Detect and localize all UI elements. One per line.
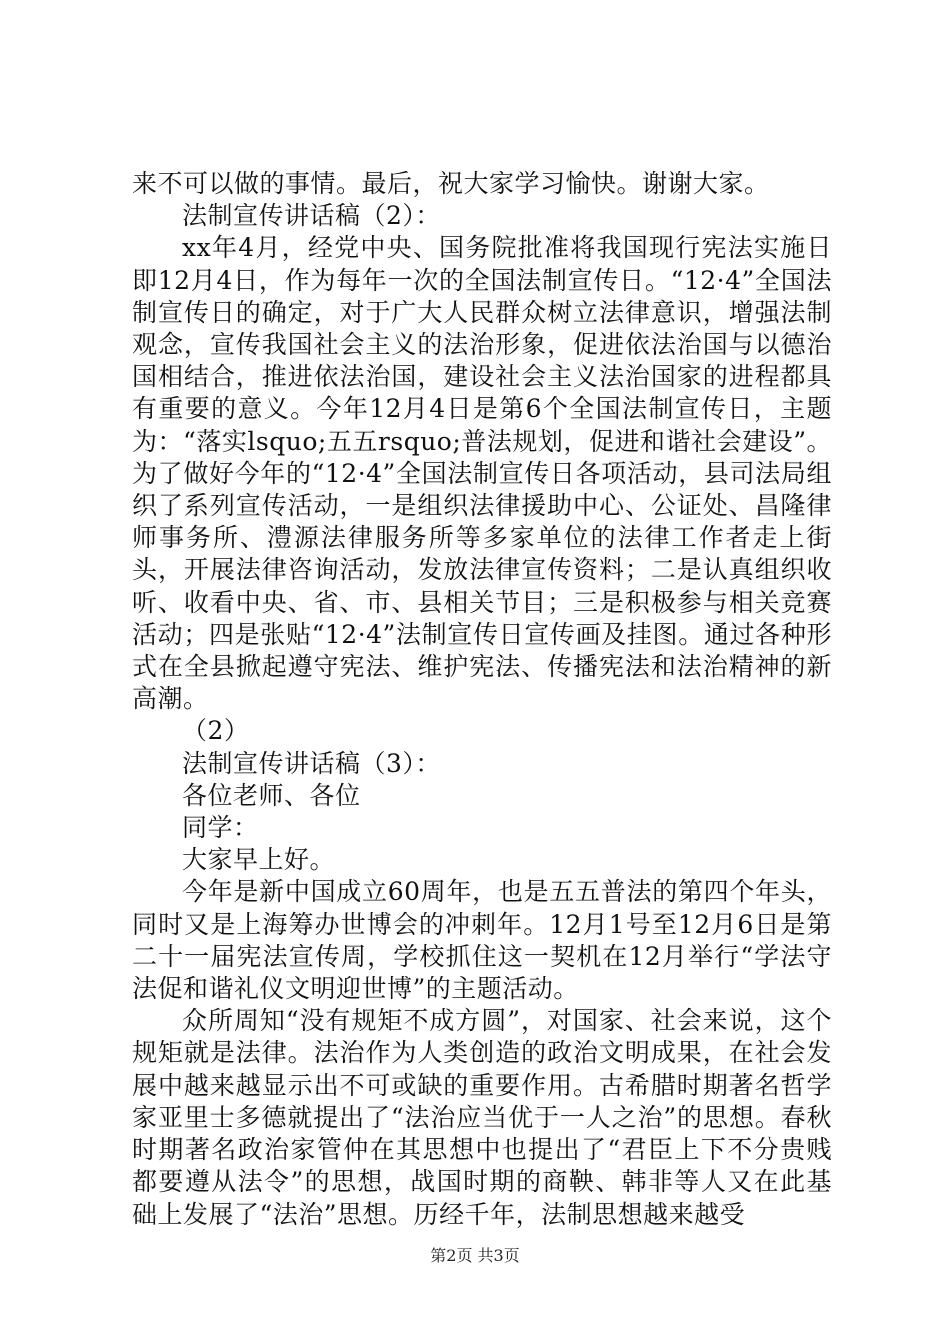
section-heading-3: 法制宣传讲话稿（3）： <box>182 748 441 778</box>
salutation-teachers: 各位老师、各位 <box>182 780 361 810</box>
page-footer: 第2页 共3页 <box>430 1246 520 1265</box>
paragraph-number-marker: （2） <box>182 716 250 746</box>
paragraph-continuation: 来不可以做的事情。最后，祝大家学习愉快。谢谢大家。 <box>132 169 770 198</box>
greeting: 大家早上好。 <box>182 845 336 875</box>
paragraph-legal-day: xx年4月，经党中央、国务院批准将我国现行宪法实施日即12月4日，作为每年一次的全国法制宣传日。“12·4”全国法制宣传日的确定，对于广大人民群众树立法律意识，增强法制观念，宣传我国社会主义的法治形象，促进依法治国与以德治国相结合，推进依法治国，建设社会主义法治国家的进程都具有重要的意义。今年12月4日是第6个全国法制宣传日，主题为：“落实lsquo;五五rsquo;普法规划，促进和谐社会建设”。为了做好今年的“12·4”全国法制宣传日各项活动，县司法局组织了系列宣传活动，一是组织法律援助中心、公证处、昌隆律师事务所、澧源法律服务所等多家单位的法律工作者走上街头，开展法律咨询活动，发放法律宣传资料；二是认真组织收听、收看中央、省、市、县相关节目；三是积极参与相关竞赛活动；四是张贴“12·4”法制宣传日宣传画及挂图。通过各种形式在全县掀起遵守宪法、维护宪法、传播宪法和法治精神的新高潮。 <box>132 233 832 714</box>
salutation-students: 同学： <box>182 813 259 843</box>
paragraph-anniversary: 今年是新中国成立60周年，也是五五普法的第四个年头，同时又是上海筹办世博会的冲刺年。12月1号至12月6日是第二十一届宪法宣传周，学校抓住这一契机在12月举行“学法守法促和谐礼仪文明迎世博”的主题活动。 <box>132 877 832 1004</box>
paragraph-rule-of-law: 众所周知“没有规矩不成方圆”，对国家、社会来说，这个规矩就是法律。法治作为人类创造的政治文明成果，在社会发展中越来越显示出不可或缺的重要作用。古希腊时期著名哲学家亚里士多德就提出了“法治应当优于一人之治”的思想。春秋时期著名政治家管仲在其思想中也提出了“君臣上下不分贵贱都要遵从法令”的思想，战国时期的商鞅、韩非等人又在此基础上发展了“法治”思想。历经千年，法制思想越来越受 <box>132 1006 832 1229</box>
section-heading-2: 法制宣传讲话稿（2）： <box>182 201 441 231</box>
document-body <box>132 168 832 1231</box>
